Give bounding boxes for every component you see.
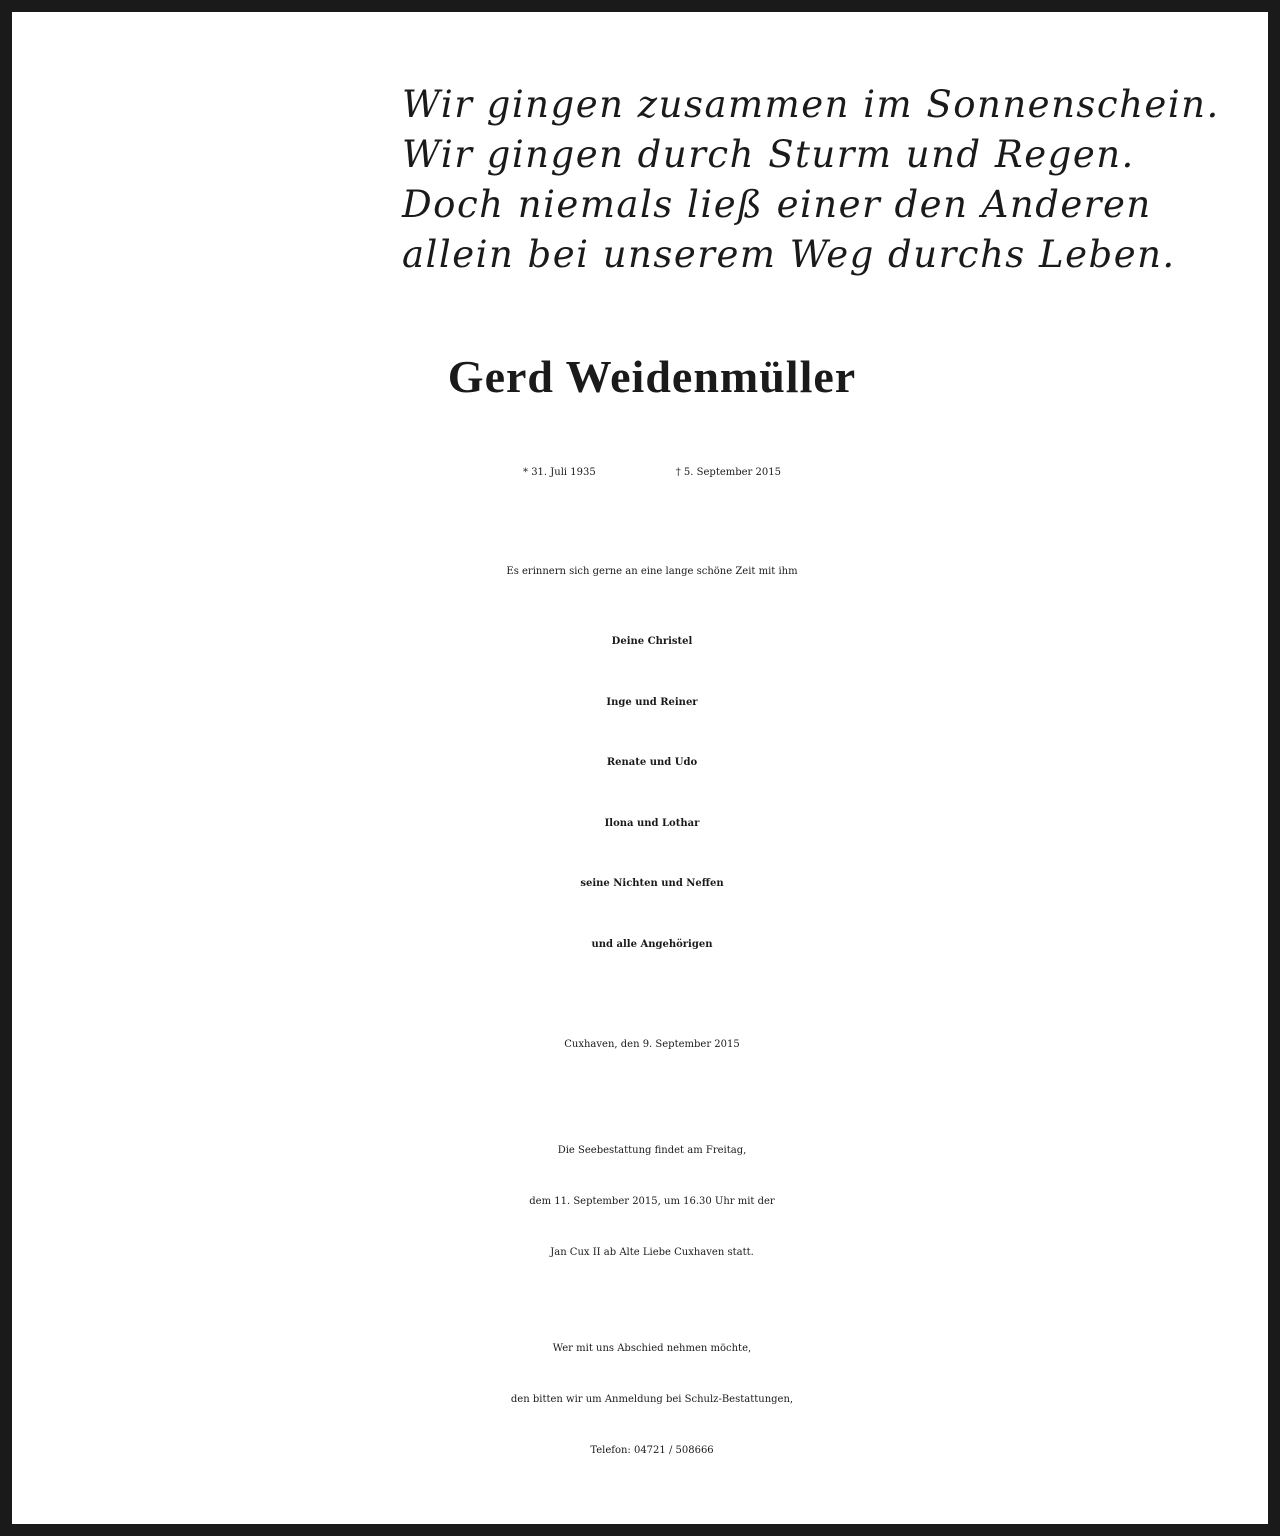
burial-line: Die Seebestattung findet am Freitag, [557,1145,747,1156]
farewell-line: den bitten wir um Anmeldung bei Schulz-Bestattungen, [510,1394,794,1405]
farewell-line: Wer mit uns Abschied nehmen möchte, [552,1343,752,1354]
mourner: Inge und Reiner [606,696,698,708]
mourner: seine Nichten und Neffen [580,878,724,889]
remembrance-text: Es erinnern sich gerne an eine lange schöne Zeit mit ihm [506,566,798,577]
mourner: Deine Christel [611,636,693,647]
burial-info [12,1125,1280,1278]
poem-line: allein bei unserem Weg durchs Leben. [402,233,1176,276]
poem-line: Doch niemals ließ einer den Anderen [402,183,1152,226]
farewell-line: Telefon: 04721 / 508666 [590,1445,714,1456]
mourner: und alle Angehörigen [591,938,713,950]
deceased-name: Gerd Weidenmüller [447,351,857,402]
birth-date: * 31. Juli 1935 [523,467,596,478]
mourner: Ilona und Lothar [604,817,700,829]
poem [402,80,1262,280]
farewell-info [12,1323,1280,1476]
mourner: Renate und Udo [606,757,698,768]
death-date: † 5. September 2015 [675,467,781,478]
life-dates [12,450,1280,496]
mourners-list [12,612,1280,975]
poem-line: Wir gingen durch Sturm und Regen. [402,133,1135,176]
burial-line: Jan Cux II ab Alte Liebe Cuxhaven statt. [550,1247,754,1258]
poem-line: Wir gingen zusammen im Sonnenschein. [402,83,1220,126]
burial-line: dem 11. September 2015, um 16.30 Uhr mit der [529,1196,775,1207]
place-and-date: Cuxhaven, den 9. September 2015 [564,1039,740,1050]
